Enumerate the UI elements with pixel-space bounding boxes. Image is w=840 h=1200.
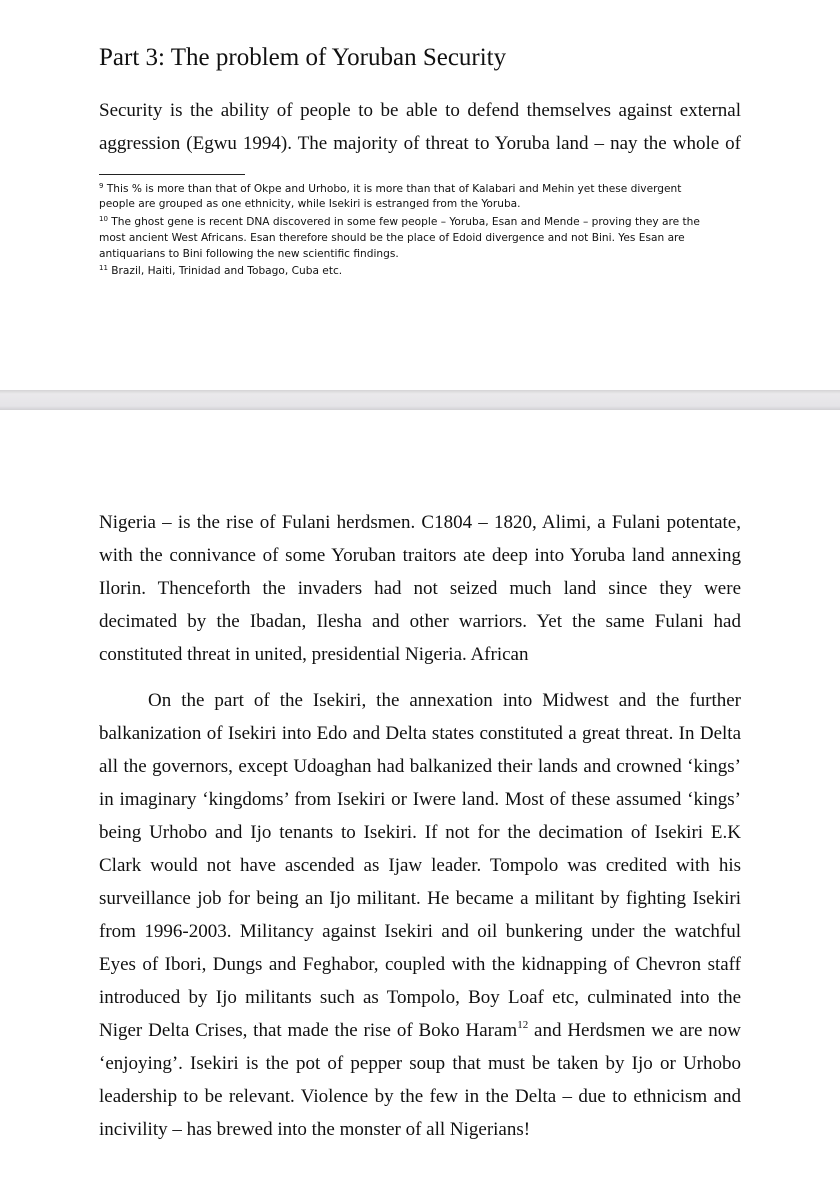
body-text-line: constituted threat in united, presidential Nigeria. African xyxy=(99,644,529,665)
body-text-line: Nigeria – is the rise of Fulani herdsmen. C1804 – 1820, Alimi, a Fulani potentate, xyxy=(99,512,741,533)
body-text-line: from 1996-2003. Militancy against Isekiri and oil bunkering under the watchful xyxy=(99,921,741,942)
body-text-line: introduced by Ijo militants such as Tompolo, Boy Loaf etc, culminated into the xyxy=(99,987,741,1008)
footnote-9 xyxy=(99,182,681,196)
footnote-marker: 9 xyxy=(99,182,104,190)
footnote-text: Brazil, Haiti, Trinidad and Tobago, Cuba etc. xyxy=(107,265,343,277)
footnote-10-continued xyxy=(99,231,685,245)
body-text-line: On the part of the Isekiri, the annexation into Midwest and the further xyxy=(148,690,741,711)
body-text-segment: and Herdsmen we are now xyxy=(528,1020,741,1041)
footnote-10 xyxy=(99,215,700,229)
footnote-text: people are grouped as one ethnicity, while Isekiri is estranged from the Yoruba. xyxy=(99,198,521,210)
footnote-reference-12[interactable]: 12 xyxy=(517,1019,529,1031)
body-text-line: ‘enjoying’. Isekiri is the pot of pepper soup that must be taken by Ijo or Urhobo xyxy=(99,1053,741,1074)
page-break xyxy=(0,390,840,410)
footnote-9-continued xyxy=(99,197,521,211)
body-text-line: aggression (Egwu 1994). The majority of threat to Yoruba land – nay the whole of xyxy=(99,133,741,154)
body-text-line: with the connivance of some Yoruban traitors ate deep into Yoruba land annexing xyxy=(99,545,741,566)
footnote-text: most ancient West Africans. Esan therefore should be the place of Edoid divergence and not Bini. Yes Esan are xyxy=(99,232,685,244)
document-page-top xyxy=(0,0,840,390)
body-text-line: decimated by the Ibadan, Ilesha and other warriors. Yet the same Fulani had xyxy=(99,611,741,632)
footnote-text: The ghost gene is recent DNA discovered in some few people – Yoruba, Esan and Mende – proving they are the xyxy=(107,216,700,228)
body-text-line: balkanization of Isekiri into Edo and Delta states constituted a great threat. In Delta xyxy=(99,723,741,744)
body-text-line: leadership to be relevant. Violence by the few in the Delta – due to ethnicism and xyxy=(99,1086,741,1107)
footnote-text: antiquarians to Bini following the new scientific findings. xyxy=(99,248,399,260)
footnote-marker: 10 xyxy=(99,215,108,223)
body-text-line: being Urhobo and Ijo tenants to Isekiri. If not for the decimation of Isekiri E.K xyxy=(99,822,741,843)
footnote-10-continued xyxy=(99,247,399,261)
section-heading: Part 3: The problem of Yoruban Security xyxy=(99,44,507,71)
body-text-line: Ilorin. Thenceforth the invaders had not seized much land since they were xyxy=(99,578,741,599)
body-text-line: all the governors, except Udoaghan had balkanized their lands and crowned ‘kings’ xyxy=(99,756,741,777)
body-text-line: Security is the ability of people to be able to defend themselves against external xyxy=(99,100,741,121)
body-text-line: incivility – has brewed into the monster of all Nigerians! xyxy=(99,1119,531,1140)
body-text-segment: Niger Delta Crises, that made the rise of Boko Haram xyxy=(99,1020,518,1041)
body-text-line: in imaginary ‘kingdoms’ from Isekiri or Iwere land. Most of these assumed ‘kings’ xyxy=(99,789,741,810)
footnote-marker: 11 xyxy=(99,264,108,272)
body-text-line: surveillance job for being an Ijo militant. He became a militant by fighting Isekiri xyxy=(99,888,741,909)
body-text-line: Eyes of Ibori, Dungs and Feghabor, coupled with the kidnapping of Chevron staff xyxy=(99,954,741,975)
body-text-line-with-footnote-ref xyxy=(99,1018,741,1044)
body-text-line: Clark would not have ascended as Ijaw leader. Tompolo was credited with his xyxy=(99,855,741,876)
footnote-text: This % is more than that of Okpe and Urhobo, it is more than that of Kalabari and Mehin yet these divergent xyxy=(103,183,682,195)
footnote-11 xyxy=(99,264,342,278)
document-page-bottom xyxy=(0,410,840,1200)
footnote-separator xyxy=(99,174,245,175)
